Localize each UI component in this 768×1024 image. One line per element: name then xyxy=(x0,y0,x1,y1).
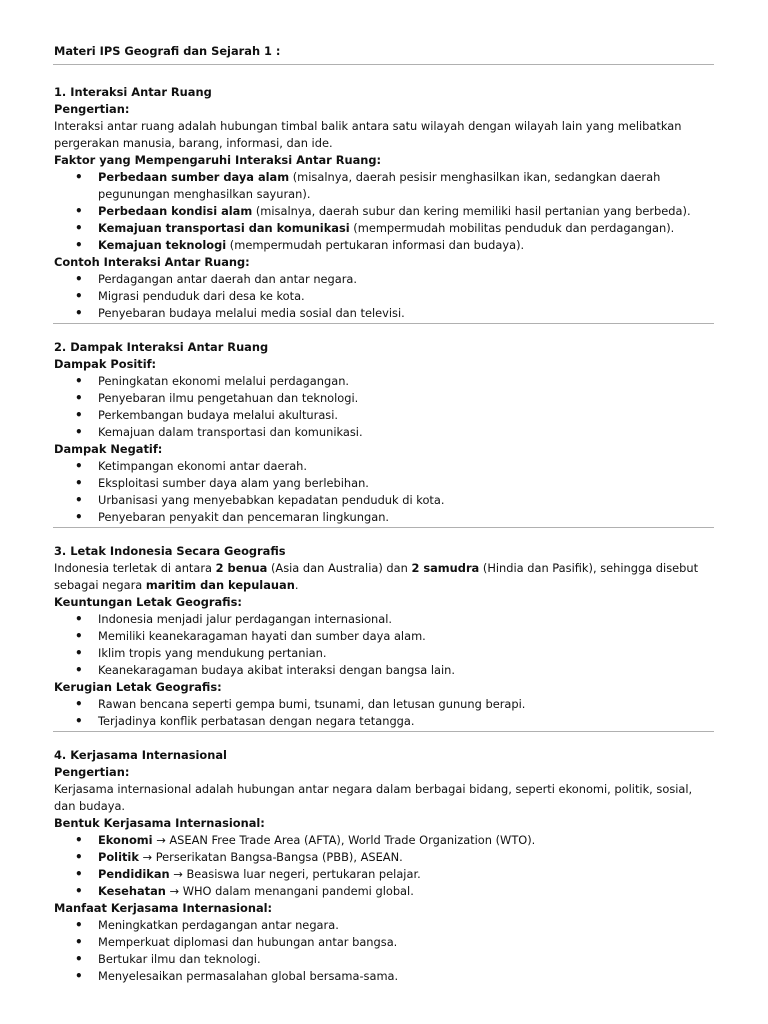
bullet-icon: • xyxy=(75,850,83,864)
text-run: (mempermudah pertukaran informasi dan budaya). xyxy=(226,238,525,252)
bullet-icon: • xyxy=(75,408,83,422)
paragraph xyxy=(54,118,714,152)
bold-text: Perbedaan sumber daya alam xyxy=(98,170,290,184)
text-run: Eksploitasi sumber daya alam yang berlebihan. xyxy=(98,476,369,490)
bullet-icon: • xyxy=(75,612,83,626)
bullet-icon: • xyxy=(75,272,83,286)
bullet-icon: • xyxy=(75,391,83,405)
list-item xyxy=(54,407,714,424)
bullet-icon: • xyxy=(75,510,83,524)
text-run: (Hindia dan Pasifik), sehingga disebut sebagai negara xyxy=(54,561,699,592)
text-run: Ketimpangan ekonomi antar daerah. xyxy=(98,459,308,473)
list-item xyxy=(54,203,714,220)
bullet-list xyxy=(54,271,714,322)
section-heading: 3. Letak Indonesia Secara Geografis xyxy=(54,544,286,558)
bullet-icon: • xyxy=(75,952,83,966)
bullet-icon: • xyxy=(75,918,83,932)
bullet-icon: • xyxy=(75,289,83,303)
bullet-icon: • xyxy=(75,884,83,898)
text-run: Peningkatan ekonomi melalui perdagangan. xyxy=(98,374,350,388)
list-item xyxy=(54,220,714,237)
bullet-list xyxy=(54,373,714,441)
list-item xyxy=(54,713,714,730)
text-run: (misalnya, daerah pesisir menghasilkan ikan, sedangkan daerah pegunungan menghasilkan sayuran). xyxy=(98,170,661,201)
list-item xyxy=(54,611,714,628)
list-item xyxy=(54,492,714,509)
bullet-icon: • xyxy=(75,493,83,507)
list-item xyxy=(54,305,714,322)
bullet-icon: • xyxy=(75,697,83,711)
horizontal-rule xyxy=(53,527,714,528)
horizontal-rule xyxy=(53,323,714,324)
list-item xyxy=(54,968,714,985)
bullet-icon: • xyxy=(75,969,83,983)
bullet-icon: • xyxy=(75,221,83,235)
bullet-icon: • xyxy=(75,646,83,660)
text-run: → Perserikatan Bangsa-Bangsa (PBB), ASEAN. xyxy=(138,850,403,864)
bullet-list xyxy=(54,611,714,679)
text-run: Keanekaragaman budaya akibat interaksi dengan bangsa lain. xyxy=(98,663,456,677)
bullet-icon: • xyxy=(75,663,83,677)
bullet-icon: • xyxy=(75,204,83,218)
text-run: Penyebaran budaya melalui media sosial dan televisi. xyxy=(98,306,405,320)
bold-text: Perbedaan kondisi alam xyxy=(98,204,253,218)
list-item xyxy=(54,696,714,713)
list-item xyxy=(54,934,714,951)
bold-text: Politik xyxy=(98,850,139,864)
list-item xyxy=(54,237,714,254)
list-item xyxy=(54,458,714,475)
list-item xyxy=(54,424,714,441)
document-title: Materi IPS Geografi dan Sejarah 1 : xyxy=(54,44,281,58)
text-run: Kemajuan dalam transportasi dan komunikasi. xyxy=(98,425,363,439)
sections-container xyxy=(54,84,714,985)
bold-text: Ekonomi xyxy=(98,833,153,847)
text-run: Migrasi penduduk dari desa ke kota. xyxy=(98,289,305,303)
subheading: Dampak Negatif: xyxy=(54,442,163,456)
text-run: Perdagangan antar daerah dan antar negara. xyxy=(98,272,358,286)
horizontal-rule xyxy=(53,731,714,732)
text-run: → ASEAN Free Trade Area (AFTA), World Trade Organization (WTO). xyxy=(152,833,536,847)
list-item xyxy=(54,951,714,968)
list-item xyxy=(54,475,714,492)
text-run: Iklim tropis yang mendukung pertanian. xyxy=(98,646,327,660)
list-item xyxy=(54,373,714,390)
subheading: Keuntungan Letak Geografis: xyxy=(54,595,242,609)
section-heading: 2. Dampak Interaksi Antar Ruang xyxy=(54,340,269,354)
horizontal-rule xyxy=(53,64,714,65)
text-run: Perkembangan budaya melalui akulturasi. xyxy=(98,408,339,422)
text-run: Memperkuat diplomasi dan hubungan antar bangsa. xyxy=(98,935,398,949)
bullet-list xyxy=(54,458,714,526)
bold-text: 2 benua xyxy=(215,561,268,575)
text-run: (misalnya, daerah subur dan kering memiliki hasil pertanian yang berbeda). xyxy=(252,204,691,218)
subheading: Kerugian Letak Geografis: xyxy=(54,680,222,694)
text-run: Bertukar ilmu dan teknologi. xyxy=(98,952,261,966)
section xyxy=(54,84,714,324)
bullet-list xyxy=(54,917,714,985)
subheading: Contoh Interaksi Antar Ruang: xyxy=(54,255,250,269)
list-item xyxy=(54,917,714,934)
subheading: Manfaat Kerjasama Internasional: xyxy=(54,901,273,915)
text-run: . xyxy=(294,578,299,592)
list-item xyxy=(54,849,714,866)
list-item xyxy=(54,662,714,679)
bullet-icon: • xyxy=(75,935,83,949)
subheading: Faktor yang Mempengaruhi Interaksi Antar Ruang: xyxy=(54,153,382,167)
list-item xyxy=(54,509,714,526)
bold-text: Kemajuan teknologi xyxy=(98,238,227,252)
text-run: Interaksi antar ruang adalah hubungan timbal balik antara satu wilayah dengan wilayah lain yang melibatkan pergerakan manusia, barang, informasi, dan ide. xyxy=(54,119,682,150)
text-run: Menyelesaikan permasalahan global bersama-sama. xyxy=(98,969,399,983)
list-item xyxy=(54,866,714,883)
document-body xyxy=(54,43,714,985)
bullet-icon: • xyxy=(75,374,83,388)
text-run: → Beasiswa luar negeri, pertukaran pelajar. xyxy=(169,867,421,881)
list-item xyxy=(54,832,714,849)
paragraph xyxy=(54,560,714,594)
bullet-list xyxy=(54,832,714,900)
bullet-icon: • xyxy=(75,476,83,490)
bold-text: maritim dan kepulauan xyxy=(145,578,295,592)
paragraph xyxy=(54,781,714,815)
list-item xyxy=(54,883,714,900)
bullet-icon: • xyxy=(75,306,83,320)
bullet-icon: • xyxy=(75,238,83,252)
list-item xyxy=(54,288,714,305)
bullet-icon: • xyxy=(75,867,83,881)
text-run: Terjadinya konflik perbatasan dengan negara tetangga. xyxy=(98,714,415,728)
list-item xyxy=(54,645,714,662)
bullet-icon: • xyxy=(75,170,83,184)
bold-text: Kesehatan xyxy=(98,884,166,898)
bold-text: Pendidikan xyxy=(98,867,170,881)
text-run: Urbanisasi yang menyebabkan kepadatan penduduk di kota. xyxy=(98,493,445,507)
text-run: Penyebaran penyakit dan pencemaran lingkungan. xyxy=(98,510,390,524)
text-run: → WHO dalam menangani pandemi global. xyxy=(165,884,414,898)
text-run: Kerjasama internasional adalah hubungan antar negara dalam berbagai bidang, seperti ekonomi, politik, sosial, dan budaya. xyxy=(54,782,693,813)
subheading: Bentuk Kerjasama Internasional: xyxy=(54,816,265,830)
text-run: (mempermudah mobilitas penduduk dan perdagangan). xyxy=(349,221,675,235)
bullet-icon: • xyxy=(75,714,83,728)
bold-text: 2 samudra xyxy=(411,561,480,575)
subheading: Dampak Positif: xyxy=(54,357,157,371)
section xyxy=(54,339,714,528)
list-item xyxy=(54,169,714,203)
list-item xyxy=(54,390,714,407)
text-run: Indonesia terletak di antara xyxy=(54,561,216,575)
subheading: Pengertian: xyxy=(54,765,130,779)
text-run: Meningkatkan perdagangan antar negara. xyxy=(98,918,339,932)
bullet-icon: • xyxy=(75,459,83,473)
bullet-list xyxy=(54,169,714,254)
section-heading: 4. Kerjasama Internasional xyxy=(54,748,227,762)
text-run: Memiliki keanekaragaman hayati dan sumber daya alam. xyxy=(98,629,426,643)
text-run: Penyebaran ilmu pengetahuan dan teknologi. xyxy=(98,391,359,405)
bullet-list xyxy=(54,696,714,730)
bullet-icon: • xyxy=(75,629,83,643)
subheading: Pengertian: xyxy=(54,102,130,116)
text-run: Indonesia menjadi jalur perdagangan internasional. xyxy=(98,612,393,626)
bold-text: Kemajuan transportasi dan komunikasi xyxy=(98,221,350,235)
bullet-icon: • xyxy=(75,425,83,439)
section xyxy=(54,747,714,985)
section-heading: 1. Interaksi Antar Ruang xyxy=(54,85,212,99)
text-run: Rawan bencana seperti gempa bumi, tsunami, dan letusan gunung berapi. xyxy=(98,697,526,711)
text-run: (Asia dan Australia) dan xyxy=(267,561,412,575)
list-item xyxy=(54,628,714,645)
section xyxy=(54,543,714,732)
bullet-icon: • xyxy=(75,833,83,847)
list-item xyxy=(54,271,714,288)
